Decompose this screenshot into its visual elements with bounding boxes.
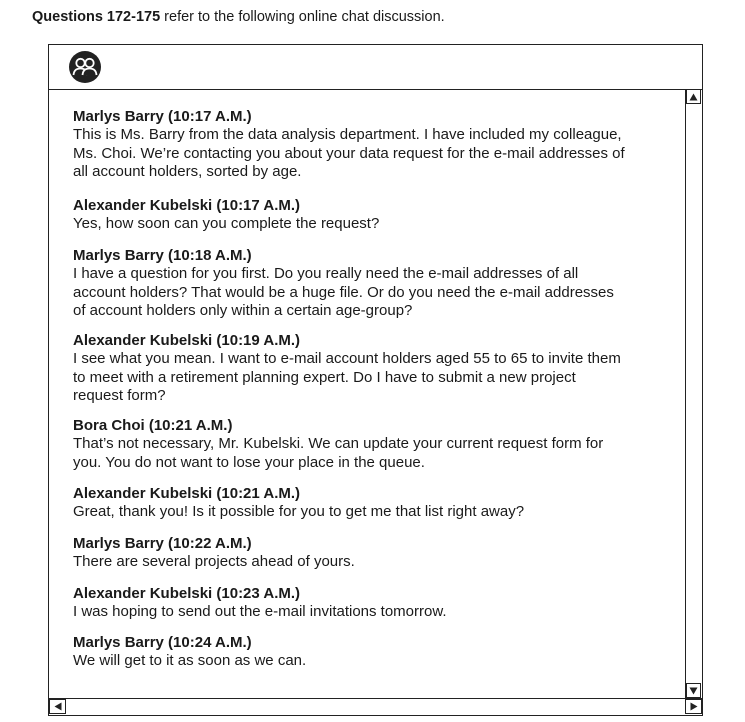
- arrow-up-icon[interactable]: [686, 89, 701, 104]
- message-speaker: Marlys Barry (10:22 A.M.): [73, 535, 252, 552]
- message-text-line: of account holders only within a certain age-group?: [73, 302, 413, 319]
- question-instruction: refer to the following online chat discussion.: [160, 9, 445, 25]
- message-text-line: Yes, how soon can you complete the request?: [73, 215, 380, 232]
- message-speaker: Marlys Barry (10:24 A.M.): [73, 634, 252, 651]
- chat-message: [73, 484, 683, 522]
- arrow-right-icon[interactable]: [685, 699, 702, 714]
- message-text-line: Ms. Choi. We’re contacting you about your data request for the e-mail addresses of: [73, 144, 625, 162]
- message-text-line: I have a question for you first. Do you really need the e-mail addresses of all: [73, 265, 579, 282]
- message-text-line: account holders? That would be a huge file. Or do you need the e-mail addresses: [73, 283, 614, 301]
- message-speaker: Alexander Kubelski (10:23 A.M.): [73, 585, 301, 602]
- message-speaker: Marlys Barry (10:18 A.M.): [73, 247, 252, 264]
- message-text-line: There are several projects ahead of yours.: [73, 553, 355, 570]
- message-text-line: That’s not necessary, Mr. Kubelski. We can update your current request form for: [73, 435, 604, 452]
- message-text-line: I see what you mean. I want to e-mail account holders aged 55 to 65 to invite them: [73, 350, 621, 367]
- arrow-left-icon[interactable]: [49, 699, 66, 714]
- chat-message: [73, 633, 683, 671]
- chat-message: [73, 331, 683, 406]
- message-speaker: Marlys Barry (10:17 A.M.): [73, 108, 252, 125]
- message-speaker: Bora Choi (10:21 A.M.): [73, 417, 233, 434]
- question-range: Questions 172-175: [32, 9, 161, 25]
- question-heading: [32, 9, 445, 25]
- message-text-line: request form?: [73, 387, 166, 404]
- message-text-line: all account holders, sorted by age.: [73, 163, 302, 180]
- arrow-down-icon[interactable]: [686, 683, 701, 698]
- chat-titlebar: [49, 45, 702, 90]
- message-speaker: Alexander Kubelski (10:19 A.M.): [73, 332, 301, 349]
- chat-message: [73, 584, 683, 622]
- message-text-line: to meet with a retirement planning expert. Do I have to submit a new project: [73, 368, 576, 386]
- message-speaker: Alexander Kubelski (10:21 A.M.): [73, 485, 301, 502]
- chat-window: [48, 44, 703, 716]
- horizontal-scrollbar[interactable]: [49, 698, 702, 715]
- chat-message: [73, 196, 683, 234]
- message-text-line: This is Ms. Barry from the data analysis department. I have included my colleague,: [73, 126, 622, 143]
- chat-message: [73, 534, 683, 572]
- message-text-line: We will get to it as soon as we can.: [73, 652, 307, 669]
- chat-message-area[interactable]: [49, 89, 685, 698]
- people-group-icon: [68, 50, 102, 84]
- chat-message: [73, 416, 683, 472]
- vertical-scrollbar[interactable]: [685, 89, 702, 698]
- chat-message: [73, 246, 683, 321]
- message-text-line: Great, thank you! Is it possible for you to get me that list right away?: [73, 503, 525, 520]
- message-text-line: you. You do not want to lose your place in the queue.: [73, 453, 425, 471]
- chat-message: [73, 107, 683, 182]
- message-text-line: I was hoping to send out the e-mail invitations tomorrow.: [73, 603, 447, 620]
- message-speaker: Alexander Kubelski (10:17 A.M.): [73, 197, 301, 214]
